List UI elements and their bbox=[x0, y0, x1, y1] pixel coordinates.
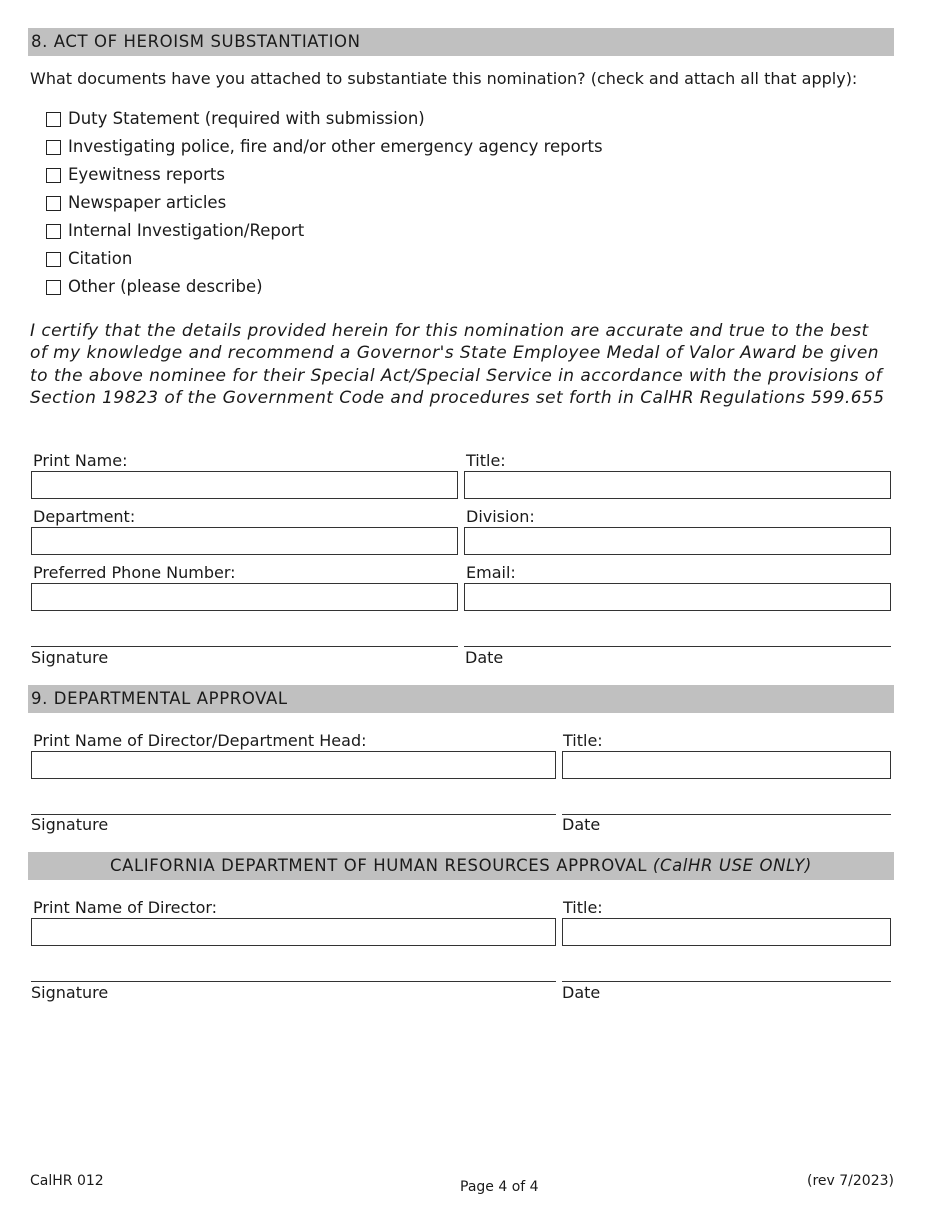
checkbox-label: Eyewitness reports bbox=[68, 164, 225, 184]
print-name-input[interactable] bbox=[31, 471, 458, 499]
signature-label: Signature bbox=[31, 648, 109, 667]
checkbox-label: Internal Investigation/Report bbox=[68, 220, 305, 240]
director-name-input[interactable] bbox=[31, 751, 556, 779]
calhr-date-label: Date bbox=[562, 983, 601, 1002]
revision-date: (rev 7/2023) bbox=[807, 1173, 894, 1189]
signature-line[interactable] bbox=[31, 646, 458, 647]
form-id: CalHR 012 bbox=[30, 1173, 104, 1189]
calhr-signature-label: Signature bbox=[31, 983, 109, 1002]
calhr-director-name-label: Print Name of Director: bbox=[33, 898, 218, 917]
checkbox-box[interactable] bbox=[46, 280, 61, 295]
page-number: Page 4 of 4 bbox=[460, 1179, 539, 1195]
certification-statement: I certify that the details provided herein for this nomination are accurate and true to the best of my knowledge and recommend a Governor's State Employee Medal of Valor Award be given to the above nominee for their Special Act/Special Service in accordance with the provisions of Section 19823 of the Government Code and procedures set forth in CalHR Regulations 599.655 bbox=[30, 321, 885, 408]
calhr-signature-line[interactable] bbox=[31, 981, 556, 982]
calhr-director-title-input[interactable] bbox=[562, 918, 891, 946]
email-input[interactable] bbox=[464, 583, 891, 611]
checkbox-citation[interactable] bbox=[46, 247, 132, 269]
phone-input[interactable] bbox=[31, 583, 458, 611]
print-name-label: Print Name: bbox=[33, 451, 128, 470]
phone-label: Preferred Phone Number: bbox=[33, 563, 236, 582]
checkbox-eyewitness-reports[interactable] bbox=[46, 163, 225, 185]
checkbox-box[interactable] bbox=[46, 168, 61, 183]
calhr-approval-heading bbox=[28, 852, 894, 880]
checkbox-newspaper-articles[interactable] bbox=[46, 191, 226, 213]
section-9-heading bbox=[28, 685, 894, 713]
section-8-heading-text: 8. ACT OF HEROISM SUBSTANTIATION bbox=[31, 32, 361, 51]
calhr-heading-note: (CalHR USE ONLY) bbox=[652, 856, 812, 875]
director-signature-label: Signature bbox=[31, 815, 109, 834]
checkbox-box[interactable] bbox=[46, 196, 61, 211]
checkbox-box[interactable] bbox=[46, 112, 61, 127]
checkbox-label: Newspaper articles bbox=[68, 192, 227, 212]
email-label: Email: bbox=[466, 563, 516, 582]
director-signature-line[interactable] bbox=[31, 814, 556, 815]
division-label: Division: bbox=[466, 507, 535, 526]
director-name-label: Print Name of Director/Department Head: bbox=[33, 731, 367, 750]
checkbox-other[interactable] bbox=[46, 275, 263, 297]
department-label: Department: bbox=[33, 507, 136, 526]
section-8-heading bbox=[28, 28, 894, 56]
title-input[interactable] bbox=[464, 471, 891, 499]
checkbox-label: Duty Statement (required with submission) bbox=[68, 108, 425, 128]
calhr-heading-text: CALIFORNIA DEPARTMENT OF HUMAN RESOURCES APPROVAL bbox=[110, 856, 648, 875]
director-date-line[interactable] bbox=[562, 814, 891, 815]
attachments-question: What documents have you attached to substantiate this nomination? (check and attach all that apply): bbox=[30, 69, 858, 88]
director-title-input[interactable] bbox=[562, 751, 891, 779]
checkbox-agency-reports[interactable] bbox=[46, 135, 603, 157]
checkbox-box[interactable] bbox=[46, 252, 61, 267]
title-label: Title: bbox=[466, 451, 506, 470]
checkbox-duty-statement[interactable] bbox=[46, 107, 425, 129]
checkbox-label: Other (please describe) bbox=[68, 276, 263, 296]
checkbox-label: Citation bbox=[68, 248, 133, 268]
checkbox-label: Investigating police, fire and/or other emergency agency reports bbox=[68, 136, 603, 156]
date-line[interactable] bbox=[464, 646, 891, 647]
checkbox-box[interactable] bbox=[46, 224, 61, 239]
department-input[interactable] bbox=[31, 527, 458, 555]
section-9-heading-text: 9. DEPARTMENTAL APPROVAL bbox=[31, 689, 288, 708]
checkbox-internal-investigation[interactable] bbox=[46, 219, 304, 241]
date-label: Date bbox=[465, 648, 504, 667]
calhr-director-title-label: Title: bbox=[563, 898, 603, 917]
checkbox-box[interactable] bbox=[46, 140, 61, 155]
calhr-date-line[interactable] bbox=[562, 981, 891, 982]
calhr-director-name-input[interactable] bbox=[31, 918, 556, 946]
director-date-label: Date bbox=[562, 815, 601, 834]
director-title-label: Title: bbox=[563, 731, 603, 750]
division-input[interactable] bbox=[464, 527, 891, 555]
